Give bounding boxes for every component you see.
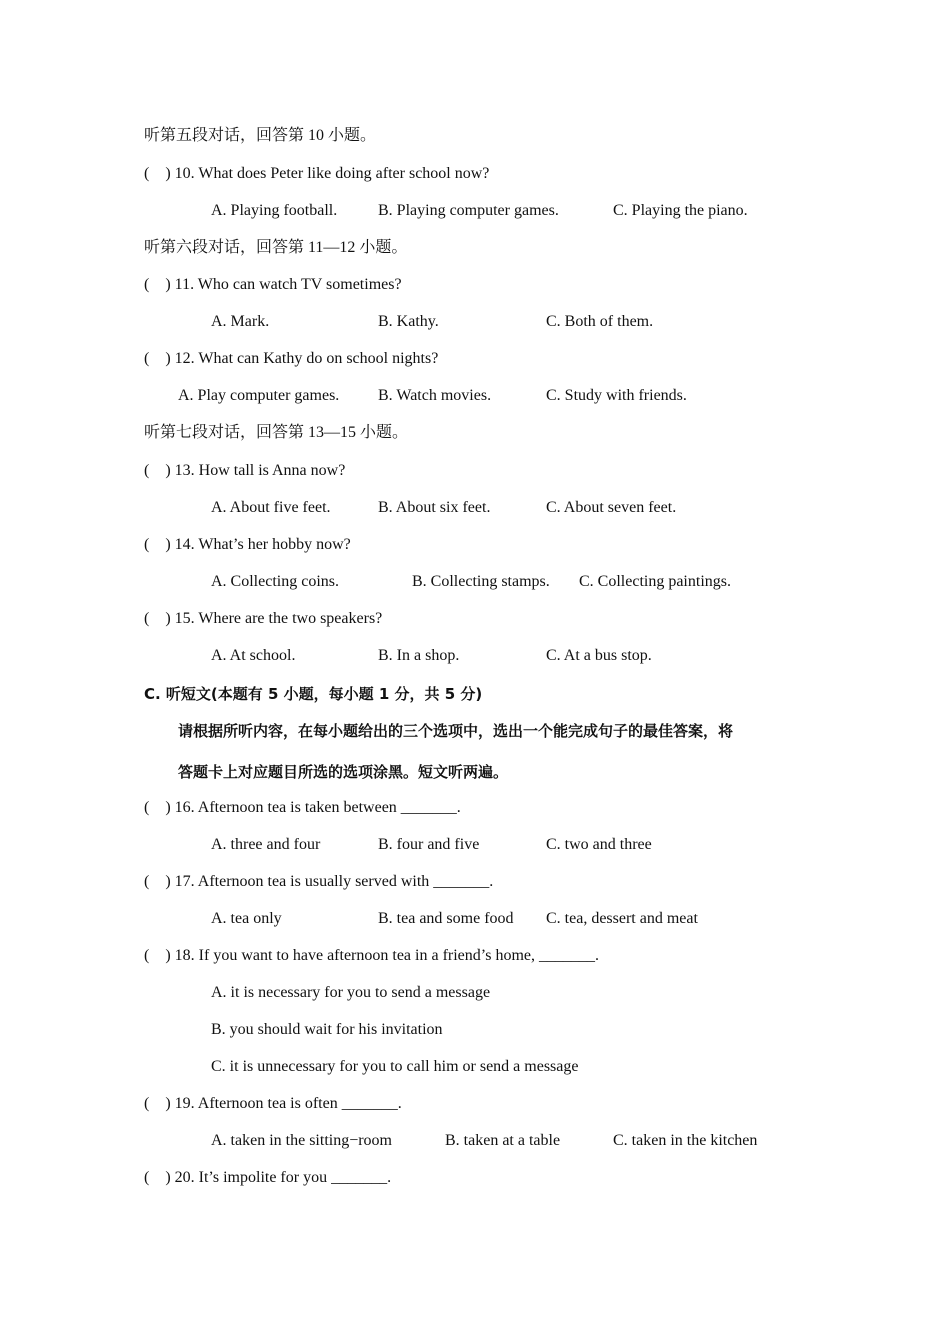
section-intro: 听第六段对话，回答第 11—12 小题。 bbox=[144, 239, 408, 256]
option-b: B. About six feet. bbox=[378, 499, 491, 516]
question-stem: ( ) 18. If you want to have afternoon tea in a friend’s home, _______. bbox=[144, 947, 599, 964]
option-a: A. About five feet. bbox=[211, 499, 331, 516]
option-a: A. Mark. bbox=[211, 313, 270, 330]
question-stem: ( ) 15. Where are the two speakers? bbox=[144, 610, 383, 627]
part-c-instruction-line-1: 请根据所听内容，在每小题给出的三个选项中，选出一个能完成句子的最佳答案，将 bbox=[178, 722, 734, 740]
question-stem: ( ) 12. What can Kathy do on school nights? bbox=[144, 350, 439, 367]
option-b: B. Playing computer games. bbox=[378, 202, 559, 219]
question-stem: ( ) 13. How tall is Anna now? bbox=[144, 462, 346, 479]
option-c: C. Playing the piano. bbox=[613, 202, 748, 219]
option-c: C. two and three bbox=[546, 836, 652, 853]
option-c: C. At a bus stop. bbox=[546, 647, 652, 664]
option-a: A. taken in the sitting−room bbox=[211, 1132, 392, 1149]
option-c: C. Both of them. bbox=[546, 313, 654, 330]
question-stem: ( ) 10. What does Peter like doing after school now? bbox=[144, 165, 490, 182]
option-c: C. taken in the kitchen bbox=[613, 1132, 758, 1149]
option-a: A. Play computer games. bbox=[178, 387, 340, 404]
option-b: B. Watch movies. bbox=[378, 387, 492, 404]
option-b: B. In a shop. bbox=[378, 647, 460, 664]
option-a: A. three and four bbox=[211, 836, 321, 853]
option-b: B. four and five bbox=[378, 836, 480, 853]
option-c: C. Collecting paintings. bbox=[579, 573, 731, 590]
question-stem: ( ) 11. Who can watch TV sometimes? bbox=[144, 276, 402, 293]
option-a: A. At school. bbox=[211, 647, 296, 664]
option-a: A. Playing football. bbox=[211, 202, 338, 219]
option-b: B. Collecting stamps. bbox=[412, 573, 550, 590]
option-b: B. tea and some food bbox=[378, 910, 514, 927]
option-b: B. Kathy. bbox=[378, 313, 439, 330]
question-stem: ( ) 17. Afternoon tea is usually served with _______. bbox=[144, 873, 494, 890]
option-b: B. you should wait for his invitation bbox=[211, 1021, 443, 1038]
option-c: C. tea, dessert and meat bbox=[546, 910, 698, 927]
question-stem: ( ) 14. What’s her hobby now? bbox=[144, 536, 351, 553]
section-intro: 听第五段对话，回答第 10 小题。 bbox=[144, 127, 377, 144]
option-b: B. taken at a table bbox=[445, 1132, 561, 1149]
question-stem: ( ) 19. Afternoon tea is often _______. bbox=[144, 1095, 402, 1112]
option-a: A. Collecting coins. bbox=[211, 573, 339, 590]
section-intro: 听第七段对话，回答第 13—15 小题。 bbox=[144, 424, 409, 441]
question-stem: ( ) 20. It’s impolite for you _______. bbox=[144, 1169, 392, 1186]
option-c: C. Study with friends. bbox=[546, 387, 687, 404]
question-stem: ( ) 16. Afternoon tea is taken between _______. bbox=[144, 799, 461, 816]
option-c: C. About seven feet. bbox=[546, 499, 677, 516]
option-a: A. tea only bbox=[211, 910, 282, 927]
option-a: A. it is necessary for you to send a message bbox=[211, 984, 491, 1001]
part-c-title: C. 听短文(本题有 5 小题，每小题 1 分，共 5 分) bbox=[144, 685, 483, 703]
part-c-instruction-line-2: 答题卡上对应题目所选的选项涂黑。短文听两遍。 bbox=[178, 763, 509, 781]
option-c: C. it is unnecessary for you to call him or send a message bbox=[211, 1058, 579, 1075]
